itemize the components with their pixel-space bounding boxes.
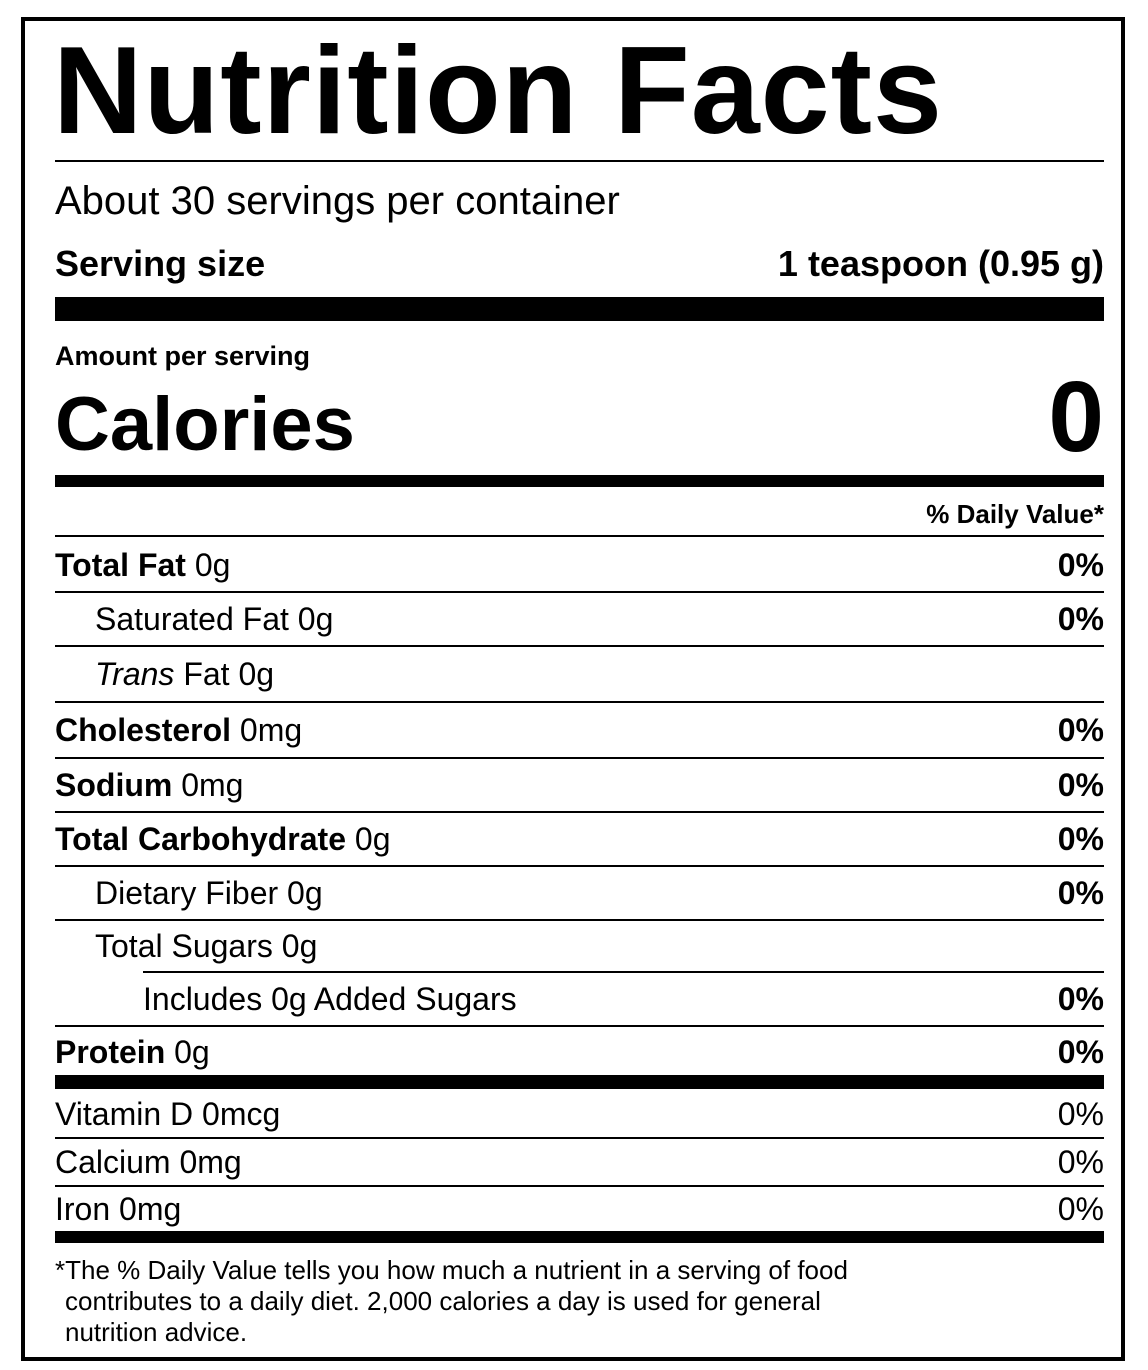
nutrient-row-total-carbohydrate [55,813,1104,865]
nutrient-amount: 0g [238,655,275,692]
thick-divider-protein [55,1075,1104,1089]
nutrient-label [95,656,274,693]
nutrient-daily-value: 0% [1057,820,1104,857]
serving-size-value: 1 teaspoon (0.95 g) [777,243,1104,284]
nutrient-amount: 0mg [181,766,244,803]
nutrient-name: Cholesterol [55,711,232,748]
vitamin-row-calcium [55,1139,1104,1185]
calories-value: 0 [1048,361,1104,473]
nutrient-name: Saturated Fat [95,600,289,637]
footnote-line: contributes to a daily diet. 2,000 calories a day is used for general [65,1286,821,1316]
daily-value-footnote [55,1255,1055,1348]
nutrient-amount: 0g [287,874,323,911]
calories-label: Calories [55,382,355,467]
nutrient-name: Protein [55,1033,166,1070]
vitamin-row-vitamin-d [55,1091,1104,1137]
vitamin-amount: 0mg [179,1143,242,1180]
serving-size-label: Serving size [55,243,266,284]
vitamin-label [55,1096,280,1133]
nutrient-name: Dietary Fiber [95,874,279,911]
nutrient-label [55,547,230,584]
footnote-line: nutrition advice. [65,1317,248,1347]
footnote-line: *The % Daily Value tells you how much a nutrient in a serving of food [55,1255,848,1285]
vitamin-daily-value: 0% [1057,1095,1104,1132]
nutrient-daily-value: 0% [1057,711,1104,748]
nutrient-amount: 0g [281,927,318,964]
nutrient-daily-value: 0% [1057,874,1104,911]
nutrient-label [95,875,323,912]
nutrient-row-saturated-fat [55,593,1104,645]
nutrient-row-trans-fat [55,647,1104,701]
vitamin-row-iron [55,1187,1104,1231]
nutrient-label [143,981,517,1018]
nutrient-label [55,1034,210,1071]
daily-value-header: % Daily Value* [926,499,1104,529]
nutrient-name-rest: Fat [183,655,230,692]
nutrient-daily-value: 0% [1057,766,1104,803]
nutrient-name: Total Sugars [95,927,273,964]
thick-divider-vitamins [55,1231,1104,1243]
vitamin-amount: 0mg [119,1190,182,1227]
nutrient-row-total-sugars [55,921,1104,971]
nutrient-daily-value: 0% [1057,980,1104,1017]
nutrient-amount: 0g [297,600,334,637]
nutrient-label [55,767,243,804]
nutrient-label [55,821,390,858]
nutrient-row-sodium [55,759,1104,811]
thick-divider-calories [55,475,1104,487]
nutrient-amount: 0g [174,1033,210,1070]
vitamin-daily-value: 0% [1057,1190,1104,1227]
nutrition-facts-label [21,17,1125,1361]
nutrient-name: Total Carbohydrate [55,820,346,857]
nutrient-row-cholesterol [55,703,1104,757]
nutrient-label [55,712,302,749]
nutrient-name: Total Fat [55,546,186,583]
vitamin-label [55,1191,181,1228]
vitamin-label [55,1144,242,1181]
vitamin-name: Vitamin D [55,1095,194,1132]
row-divider [55,535,1104,537]
vitamin-name: Calcium [55,1143,171,1180]
servings-per-container: About 30 servings per container [55,179,620,223]
vitamin-amount: 0mcg [202,1095,281,1132]
vitamin-daily-value: 0% [1057,1143,1104,1180]
nutrient-daily-value: 0% [1057,546,1104,583]
nutrient-label [95,601,333,638]
nutrient-name: Sodium [55,766,173,803]
nutrient-amount: 0g [194,546,231,583]
vitamin-name: Iron [55,1190,111,1227]
nutrient-name: Includes 0g Added Sugars [143,980,517,1017]
nutrient-daily-value: 0% [1057,600,1104,637]
amount-per-serving: Amount per serving [55,341,311,371]
nutrient-row-dietary-fiber [55,867,1104,919]
nutrient-row-protein [55,1027,1104,1077]
nutrient-daily-value: 0% [1057,1033,1104,1070]
nutrient-amount: 0g [354,820,391,857]
nutrient-amount: 0mg [239,711,303,748]
nutrient-row-added-sugars [55,973,1104,1025]
nutrient-name: Trans [95,655,175,692]
nutrient-row-total-fat [55,539,1104,591]
label-title: Nutrition Facts [53,22,943,160]
thick-divider-serving [55,297,1104,321]
nutrient-label [95,928,317,965]
title-divider [55,160,1104,162]
